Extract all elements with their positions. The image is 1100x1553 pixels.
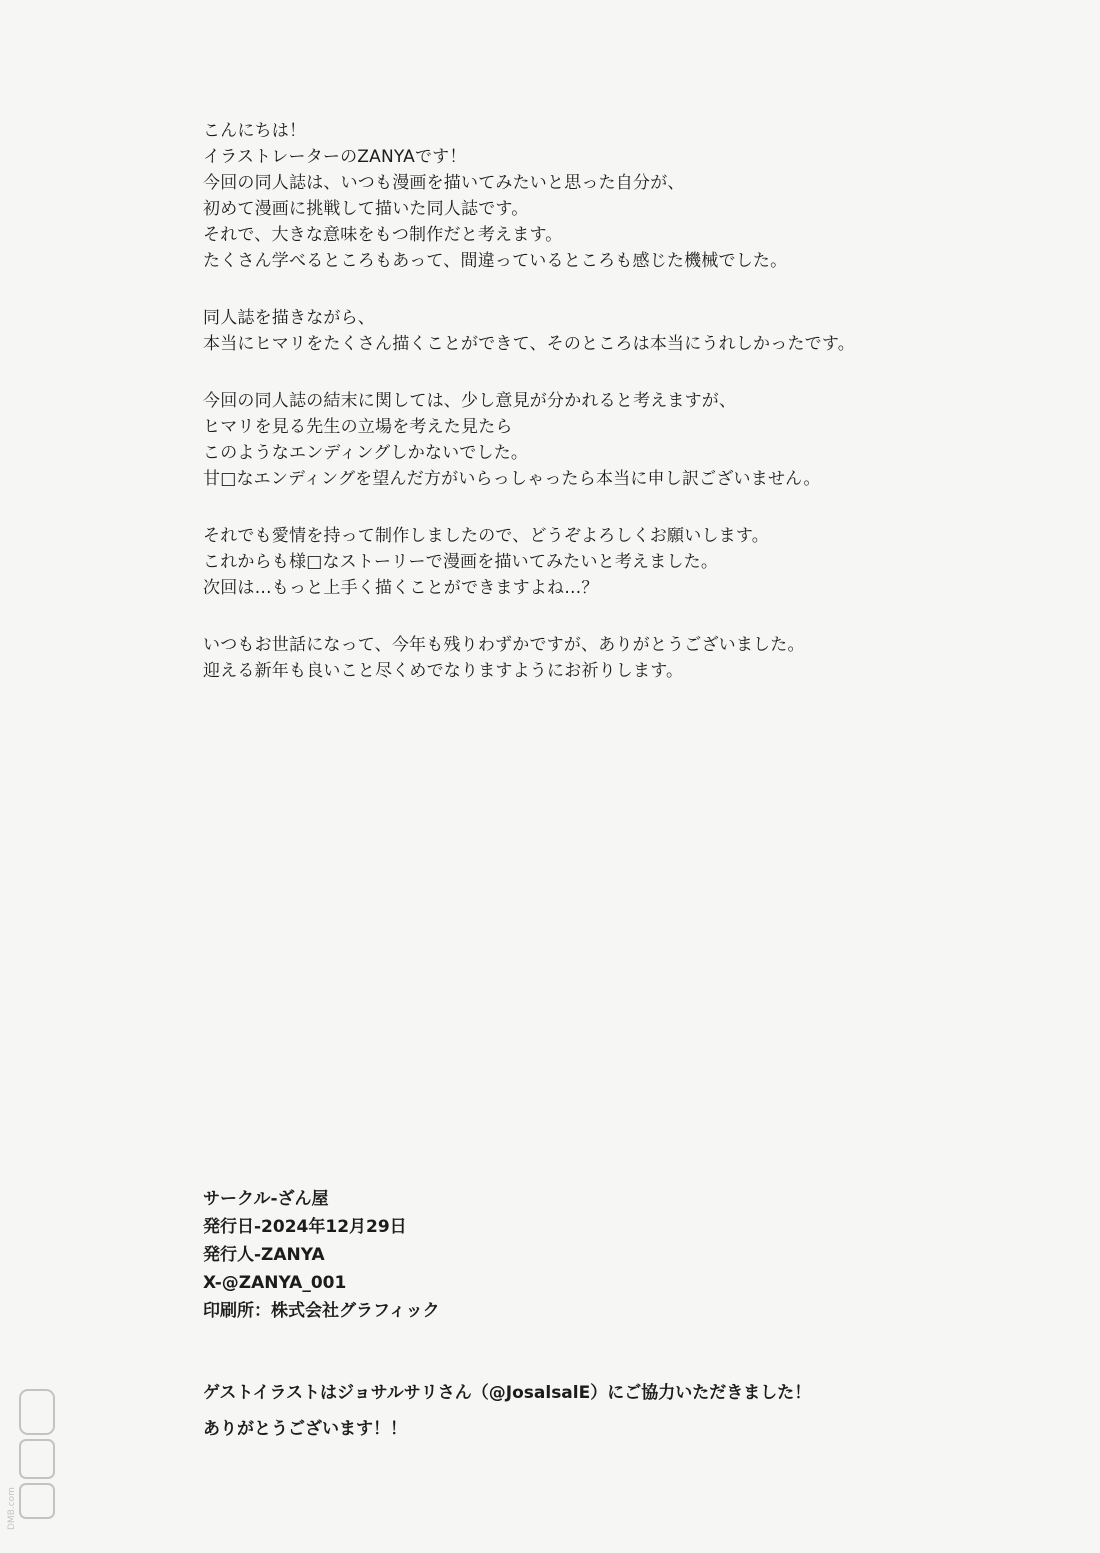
afterword-paragraph-3 — [203, 388, 1063, 492]
x-account: X-@ZANYA_001 — [203, 1273, 347, 1293]
afterword-line: 次回は…もっと上手く描くことができますよね…？ — [203, 578, 599, 598]
afterword-line: 同人誌を描きながら、 — [203, 308, 375, 328]
afterword-line: 今回の同人誌は、いつも漫画を描いてみたいと思った自分が、 — [203, 173, 685, 193]
afterword-line: たくさん学べるところもあって、間違っているところも感じた機械でした。 — [203, 251, 788, 271]
watermark-logo — [6, 1380, 66, 1540]
printer-name: 印刷所：株式会社グラフィック — [203, 1301, 440, 1321]
guest-illustration-credit: ゲストイラストはジョサルサリさん（@JosalsalE）にご協力いただきました！ — [203, 1383, 812, 1403]
afterword-line: ヒマリを見る先生の立場を考えた見たら — [203, 417, 513, 437]
afterword-paragraph-5 — [203, 632, 1063, 684]
afterword-line: 甘□なエンディングを望んだ方がいらっしゃったら本当に申し訳ございません。 — [203, 469, 821, 489]
afterword-line: これからも様□なストーリーで漫画を描いてみたいと考えました。 — [203, 552, 719, 572]
thank-you-line: ありがとうございます！！ — [203, 1419, 407, 1439]
afterword-line: このようなエンディングしかないでした。 — [203, 443, 529, 463]
colophon — [203, 1185, 1063, 1325]
afterword-paragraph-2 — [203, 305, 1063, 357]
afterword-line: それでも愛情を持って制作しましたので、どうぞよろしくお願いします。 — [203, 526, 769, 546]
afterword-line: 今回の同人誌の結末に関しては、少し意見が分かれると考えますが、 — [203, 391, 737, 411]
publish-date: 発行日-2024年12月29日 — [203, 1217, 407, 1237]
afterword-paragraph-4 — [203, 523, 1063, 601]
afterword-line: 初めて漫画に挑戦して描いた同人誌です。 — [203, 199, 529, 219]
publisher-name: 発行人-ZANYA — [203, 1245, 325, 1265]
afterword-line: いつもお世話になって、今年も残りわずかですが、ありがとうございました。 — [203, 635, 805, 655]
afterword-line: イラストレーターのZANYAです！ — [203, 147, 467, 167]
afterword-text — [203, 118, 1063, 715]
guest-thanks — [203, 1375, 1083, 1447]
circle-name: サークル-ざん屋 — [203, 1189, 329, 1209]
afterword-line: それで、大きな意味をもつ制作だと考えます。 — [203, 225, 563, 245]
afterword-paragraph-1 — [203, 118, 1063, 274]
watermark-text: DMB.com — [7, 1487, 17, 1530]
afterword-line: 迎える新年も良いこと尽くめでなりますようにお祈りします。 — [203, 661, 684, 681]
afterword-line: 本当にヒマリをたくさん描くことができて、そのところは本当にうれしかったです。 — [203, 334, 855, 354]
afterword-line: こんにちは！ — [203, 121, 307, 141]
